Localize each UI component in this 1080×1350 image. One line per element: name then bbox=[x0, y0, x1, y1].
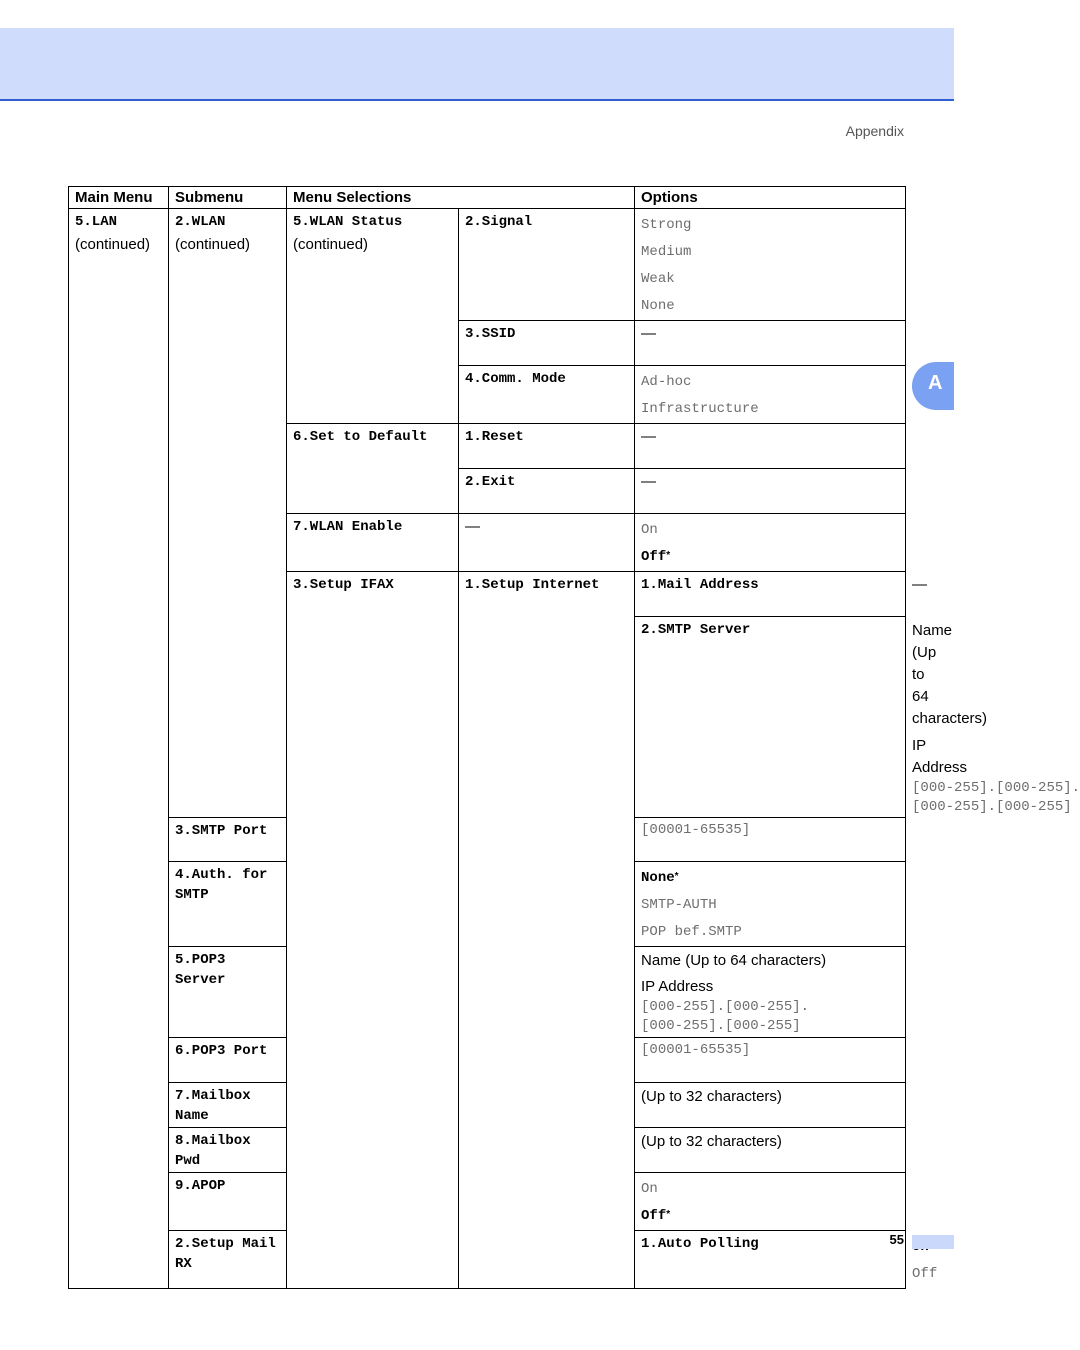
default-marker: * bbox=[666, 1209, 671, 1220]
pop3-server-cell bbox=[169, 947, 287, 1038]
header-options: Options bbox=[635, 187, 906, 209]
auto-polling-key: 1.Auto Polling bbox=[641, 1236, 759, 1252]
set-default-key: 6.Set to Default bbox=[293, 429, 428, 445]
option-item: SMTP-AUTH bbox=[641, 897, 717, 913]
option-item: — bbox=[641, 325, 657, 342]
smtp-server-cell bbox=[635, 617, 906, 818]
main-menu-cell bbox=[69, 209, 169, 1289]
auth-smtp-options bbox=[635, 862, 906, 947]
signal-cell bbox=[459, 209, 635, 321]
submenu-wlan-cell bbox=[169, 209, 287, 818]
mailbox-pwd-key: 8.Mailbox Pwd bbox=[175, 1133, 260, 1169]
table-row: 2.SMTP Server Name (Up to 64 characters) IP Address [000-255].[000-255]. [000-255].[000-255] bbox=[69, 617, 906, 818]
table-header-row bbox=[69, 187, 906, 209]
mailbox-pwd-options bbox=[635, 1128, 906, 1173]
apop-options bbox=[635, 1173, 906, 1231]
pop3-port-options bbox=[635, 1038, 906, 1083]
smtp-server-key: 2.SMTP Server bbox=[641, 622, 751, 638]
comm-mode-options bbox=[635, 366, 906, 424]
apop-cell bbox=[169, 1173, 287, 1231]
main-menu-key: 5.LAN bbox=[75, 214, 118, 230]
default-marker: * bbox=[666, 550, 671, 561]
setup-internet-key: 1.Setup Internet bbox=[465, 577, 600, 593]
option-item: Medium bbox=[641, 244, 692, 260]
option-item: [00001-65535] bbox=[641, 822, 751, 838]
default-marker: * bbox=[674, 871, 679, 882]
apop-key: 9.APOP bbox=[175, 1178, 226, 1194]
reset-key: 1.Reset bbox=[465, 429, 524, 445]
menu-table bbox=[68, 186, 1080, 1289]
option-item: None bbox=[641, 298, 675, 314]
submenu-wlan-note: (continued) bbox=[175, 236, 251, 253]
reset-options bbox=[635, 424, 906, 469]
exit-cell bbox=[459, 469, 635, 514]
auth-smtp-cell bbox=[169, 862, 287, 947]
mail-address-cell bbox=[635, 572, 906, 617]
wlan-enable-key: 7.WLAN Enable bbox=[293, 519, 403, 535]
main-menu-note: (continued) bbox=[75, 236, 151, 253]
table-row: 2.Setup Mail RX 1.Auto Polling Off bbox=[69, 1231, 906, 1289]
option-item: On bbox=[641, 522, 658, 538]
option-item: Infrastructure bbox=[641, 401, 759, 417]
auto-polling-cell bbox=[635, 1231, 906, 1289]
page-mark bbox=[912, 1235, 954, 1249]
exit-key: 2.Exit bbox=[465, 474, 516, 490]
header-menu-selections: Menu Selections bbox=[287, 187, 635, 209]
option-item: Ad-hoc bbox=[641, 374, 692, 390]
header-band bbox=[0, 28, 954, 101]
option-item: Weak bbox=[641, 271, 675, 287]
ssid-options bbox=[635, 321, 906, 366]
default-option-item bbox=[641, 1203, 899, 1230]
mailbox-name-key: 7.Mailbox Name bbox=[175, 1088, 260, 1124]
page-number: 55 bbox=[889, 1232, 904, 1247]
reset-cell bbox=[459, 424, 635, 469]
pop3-port-key: 6.POP3 Port bbox=[175, 1043, 268, 1059]
option-item: IP Address bbox=[641, 978, 714, 995]
wlan-status-cell bbox=[287, 209, 459, 424]
pop3-port-cell bbox=[169, 1038, 287, 1083]
smtp-port-cell bbox=[169, 818, 287, 862]
smtp-port-key: 3.SMTP Port bbox=[175, 823, 268, 839]
comm-mode-key: 4.Comm. Mode bbox=[465, 371, 566, 387]
option-text: Off bbox=[641, 1208, 667, 1224]
option-item: Strong bbox=[641, 217, 692, 233]
selection-item: — bbox=[465, 518, 480, 535]
header-main-menu: Main Menu bbox=[69, 187, 169, 209]
default-option-item bbox=[641, 865, 899, 892]
wlan-status-key: 5.WLAN Status bbox=[293, 214, 403, 230]
setup-mail-rx-cell bbox=[169, 1231, 287, 1289]
setup-mail-rx-key: 2.Setup Mail RX bbox=[175, 1236, 285, 1272]
wlan-status-note: (continued) bbox=[293, 236, 369, 253]
mailbox-pwd-cell bbox=[169, 1128, 287, 1173]
signal-key: 2.Signal bbox=[465, 214, 533, 230]
wlan-enable-selection bbox=[459, 514, 635, 572]
table-row: 3.Setup IFAX 1.Setup Internet 1.Mail Address — bbox=[69, 572, 906, 617]
option-item: (Up to 32 characters) bbox=[641, 1088, 782, 1105]
header-submenu: Submenu bbox=[169, 187, 287, 209]
comm-mode-cell bbox=[459, 366, 635, 424]
ssid-cell bbox=[459, 321, 635, 366]
wlan-enable-options bbox=[635, 514, 906, 572]
option-item: [000-255].[000-255]. bbox=[641, 999, 810, 1015]
option-item: [000-255].[000-255] bbox=[641, 1018, 801, 1034]
set-default-cell bbox=[287, 424, 459, 514]
option-item: POP bef.SMTP bbox=[641, 924, 742, 940]
appendix-tab-letter: A bbox=[928, 372, 943, 394]
option-text: None bbox=[641, 870, 675, 886]
option-item: — bbox=[641, 428, 657, 445]
table-row bbox=[69, 209, 906, 321]
setup-internet-cell bbox=[459, 572, 635, 1289]
ssid-key: 3.SSID bbox=[465, 326, 516, 342]
default-option-item bbox=[641, 544, 899, 571]
section-title: Appendix bbox=[845, 123, 904, 139]
mail-address-key: 1.Mail Address bbox=[641, 577, 759, 593]
smtp-port-options bbox=[635, 818, 906, 862]
option-item: (Up to 32 characters) bbox=[641, 1133, 782, 1150]
appendix-tab bbox=[912, 362, 954, 410]
mailbox-name-options bbox=[635, 1083, 906, 1128]
option-item: — bbox=[641, 473, 657, 490]
option-item: [00001-65535] bbox=[641, 1042, 751, 1058]
pop3-server-key: 5.POP3 Server bbox=[175, 952, 234, 988]
option-text: Off bbox=[641, 549, 667, 565]
pop3-server-options bbox=[635, 947, 906, 1038]
signal-options bbox=[635, 209, 906, 321]
exit-options bbox=[635, 469, 906, 514]
setup-ifax-key: 3.Setup IFAX bbox=[293, 577, 394, 593]
setup-ifax-cell bbox=[287, 572, 459, 1289]
submenu-wlan-key: 2.WLAN bbox=[175, 214, 226, 230]
mailbox-name-cell bbox=[169, 1083, 287, 1128]
auth-smtp-key: 4.Auth. for SMTP bbox=[175, 867, 276, 903]
option-item: Name (Up to 64 characters) bbox=[641, 952, 827, 969]
option-item: On bbox=[641, 1181, 658, 1197]
wlan-enable-cell bbox=[287, 514, 459, 572]
